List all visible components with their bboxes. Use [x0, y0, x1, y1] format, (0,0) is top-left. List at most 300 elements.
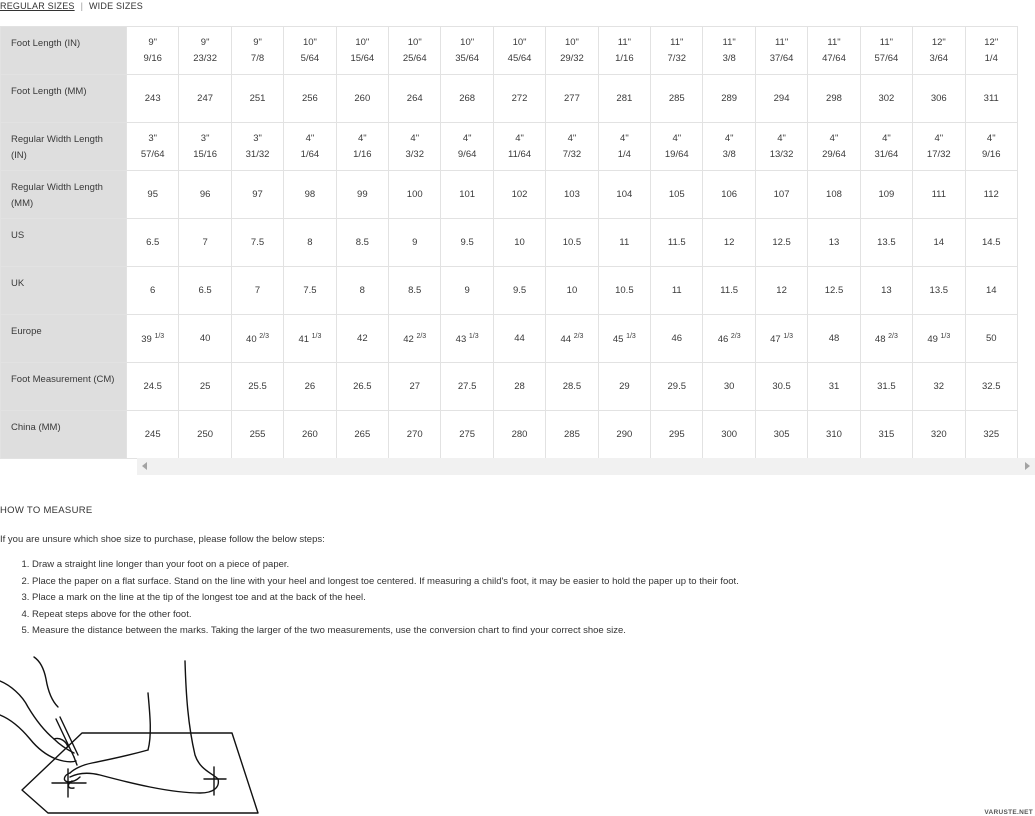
size-cell — [441, 315, 493, 363]
size-cell — [703, 75, 755, 123]
cell-value: 9" — [200, 36, 210, 48]
size-cell — [965, 267, 1018, 315]
size-cell — [965, 171, 1018, 219]
size-cell — [703, 315, 755, 363]
size-cell — [389, 315, 441, 363]
row-header — [1, 171, 127, 219]
size-cell — [179, 219, 231, 267]
cell-value: 247 — [197, 92, 214, 104]
size-cell — [389, 27, 441, 75]
cell-value: 28.5 — [562, 380, 582, 392]
size-cell — [598, 75, 650, 123]
size-cell — [127, 267, 179, 315]
cell-fraction: 11/64 — [508, 148, 532, 160]
cell-value: 8.5 — [408, 284, 422, 296]
cell-value: 44 — [560, 334, 572, 346]
size-cell — [913, 171, 965, 219]
cell-value: 272 — [511, 92, 528, 104]
row-header-label: China (MM) — [11, 422, 61, 433]
horizontal-scrollbar[interactable] — [137, 458, 1035, 475]
cell-value: 46 — [671, 332, 683, 344]
size-cell — [493, 267, 545, 315]
size-cell — [336, 123, 388, 171]
cell-value: 3" — [200, 132, 210, 144]
cell-value: 8 — [359, 284, 365, 296]
cell-value: 107 — [773, 188, 790, 200]
cell-fraction: 9/64 — [457, 148, 477, 160]
cell-value: 11.5 — [667, 236, 686, 248]
cell-fraction: 31/64 — [874, 148, 899, 160]
cell-value: 275 — [459, 428, 476, 440]
row-header-label: Foot Measurement (CM) — [11, 374, 115, 385]
cell-fraction: 3/64 — [929, 52, 949, 64]
size-cell — [598, 267, 650, 315]
size-cell — [965, 27, 1018, 75]
size-cell — [598, 171, 650, 219]
cell-fraction: 9/16 — [143, 52, 162, 64]
watermark-text: VARUSTE.NET — [984, 809, 1033, 816]
cell-value: 32 — [933, 380, 945, 392]
size-cell — [860, 123, 912, 171]
size-cell — [913, 27, 965, 75]
cell-value: 311 — [983, 92, 999, 104]
size-cell — [179, 171, 231, 219]
cell-value: 255 — [249, 428, 266, 440]
cell-fraction: 1/64 — [300, 148, 320, 160]
cell-value: 106 — [721, 188, 738, 200]
cell-value: 290 — [616, 428, 633, 440]
size-cell — [913, 267, 965, 315]
size-table-row — [1, 27, 1018, 75]
size-cell — [179, 123, 231, 171]
size-cell — [703, 267, 755, 315]
cell-fraction: 25/64 — [402, 52, 427, 64]
cell-fraction: 2/3 — [573, 332, 584, 340]
cell-value: 7 — [202, 236, 208, 248]
size-table-row — [1, 123, 1018, 171]
cell-value: 4" — [829, 132, 839, 144]
size-cell — [965, 75, 1018, 123]
cell-value: 315 — [878, 428, 895, 440]
cell-value: 41 — [298, 334, 310, 346]
row-header-label: UK — [11, 278, 25, 289]
size-table-row — [1, 315, 1018, 363]
cell-value: 285 — [564, 428, 580, 440]
cell-fraction: 7/32 — [562, 148, 582, 160]
cell-value: 44 — [514, 332, 525, 344]
cell-value: 26.5 — [353, 380, 372, 392]
row-header — [1, 219, 127, 267]
size-cell — [651, 27, 703, 75]
cell-value: 310 — [826, 428, 842, 440]
cell-value: 97 — [252, 188, 263, 200]
size-cell — [913, 123, 965, 171]
row-header-label: Foot Length (MM) — [11, 86, 87, 97]
scroll-right-arrow-icon[interactable] — [1025, 462, 1030, 470]
cell-fraction: 57/64 — [140, 148, 165, 160]
cell-value: 12" — [984, 36, 999, 48]
size-chart-table — [0, 26, 1018, 459]
cell-value: 305 — [773, 428, 790, 440]
cell-value: 112 — [983, 188, 999, 200]
size-cell — [441, 411, 493, 459]
size-cell — [808, 267, 860, 315]
cell-value: 277 — [564, 92, 580, 104]
size-cell — [284, 27, 336, 75]
size-cell — [231, 75, 283, 123]
size-cell — [860, 315, 912, 363]
size-cell — [598, 27, 650, 75]
size-cell — [860, 219, 912, 267]
cell-value: 108 — [826, 188, 842, 200]
cell-fraction: 17/32 — [926, 148, 951, 160]
cell-fraction: 45/64 — [507, 52, 532, 64]
size-cell — [913, 315, 965, 363]
size-cell — [336, 75, 388, 123]
cell-value: 39 — [141, 334, 152, 346]
cell-value: 4" — [986, 132, 996, 144]
cell-fraction: 3/8 — [722, 52, 736, 64]
cell-fraction: 1/4 — [984, 52, 998, 64]
cell-value: 7.5 — [303, 284, 317, 296]
cell-fraction: 2/3 — [259, 332, 269, 340]
cell-value: 13 — [828, 236, 840, 248]
cell-value: 24.5 — [143, 380, 162, 392]
size-cell — [546, 411, 598, 459]
cell-value: 251 — [249, 92, 266, 104]
size-cell — [965, 411, 1018, 459]
cell-value: 103 — [564, 188, 580, 200]
size-cell — [493, 363, 545, 411]
size-cell — [389, 75, 441, 123]
cell-value: 48 — [828, 332, 840, 344]
size-cell — [389, 219, 441, 267]
size-cell — [389, 411, 441, 459]
cell-fraction: 35/64 — [455, 52, 480, 64]
size-cell — [651, 171, 703, 219]
cell-value: 6.5 — [198, 284, 212, 296]
cell-value: 9" — [148, 36, 158, 48]
cell-fraction: 1/3 — [940, 332, 951, 340]
size-cell — [441, 219, 493, 267]
cell-value: 280 — [511, 428, 528, 440]
cell-fraction: 7/32 — [667, 52, 687, 64]
cell-value: 12.5 — [772, 236, 791, 248]
cell-value: 102 — [511, 188, 528, 200]
size-cell — [127, 123, 179, 171]
size-cell — [336, 363, 388, 411]
size-cell — [703, 123, 755, 171]
size-table-row — [1, 363, 1018, 411]
cell-value: 260 — [354, 92, 371, 104]
size-cell — [389, 363, 441, 411]
size-cell — [598, 123, 650, 171]
cell-value: 11" — [774, 36, 789, 48]
size-cell — [755, 171, 807, 219]
size-cell — [336, 411, 388, 459]
size-cell — [179, 411, 231, 459]
foot-measure-illustration-icon — [0, 655, 262, 816]
cell-value: 12.5 — [824, 284, 844, 296]
size-cell — [179, 27, 231, 75]
size-table-row — [1, 411, 1018, 459]
size-cell — [808, 363, 860, 411]
size-cell — [546, 75, 598, 123]
cell-value: 8 — [307, 236, 313, 248]
cell-value: 10 — [514, 236, 525, 248]
row-header-label: Europe — [11, 326, 42, 337]
cell-value: 8.5 — [355, 236, 369, 248]
tab-regular-sizes[interactable]: REGULAR SIZES — [0, 1, 75, 11]
size-table-row — [1, 267, 1018, 315]
cell-value: 104 — [616, 188, 633, 200]
size-cell — [651, 315, 703, 363]
cell-value: 10" — [512, 36, 527, 48]
size-cell — [808, 27, 860, 75]
size-cell — [284, 219, 336, 267]
size-cell — [231, 219, 283, 267]
size-cell — [546, 123, 598, 171]
size-cell — [651, 75, 703, 123]
cell-fraction: 29/32 — [560, 52, 584, 64]
size-cell — [755, 27, 807, 75]
cell-fraction: 1/3 — [154, 332, 165, 340]
cell-value: 9.5 — [512, 284, 527, 296]
cell-value: 6 — [150, 284, 156, 296]
size-cell — [965, 123, 1018, 171]
cell-value: 298 — [826, 92, 842, 104]
size-cell — [808, 123, 860, 171]
size-cell — [231, 411, 283, 459]
cell-value: 28 — [514, 380, 525, 392]
cell-value: 4" — [462, 132, 472, 144]
size-table-row — [1, 171, 1018, 219]
measure-steps-list — [0, 557, 739, 640]
cell-fraction: 5/64 — [300, 52, 320, 64]
cell-value: 256 — [301, 92, 318, 104]
size-cell — [965, 315, 1018, 363]
cell-value: 264 — [406, 92, 423, 104]
tab-wide-sizes[interactable]: WIDE SIZES — [88, 1, 143, 11]
size-tabs — [0, 0, 143, 12]
cell-value: 9.5 — [460, 236, 474, 248]
cell-value: 265 — [354, 428, 371, 440]
cell-fraction: 1/3 — [626, 332, 636, 340]
cell-value: 48 — [874, 334, 886, 346]
size-cell — [389, 267, 441, 315]
cell-fraction: 23/32 — [193, 52, 217, 64]
size-cell — [546, 171, 598, 219]
size-cell — [965, 219, 1018, 267]
row-header — [1, 315, 127, 363]
row-header-label: Foot Length (IN) — [11, 38, 81, 49]
cell-value: 98 — [304, 188, 316, 200]
size-cell — [284, 363, 336, 411]
size-cell — [913, 411, 965, 459]
cell-value: 11" — [879, 36, 893, 48]
size-cell — [913, 219, 965, 267]
cell-value: 9 — [464, 284, 470, 296]
cell-value: 4" — [567, 132, 577, 144]
cell-value: 100 — [406, 188, 423, 200]
cell-value: 10 — [566, 284, 578, 296]
cell-fraction: 37/64 — [769, 52, 794, 64]
size-cell — [965, 363, 1018, 411]
size-table-container[interactable] — [0, 26, 1035, 476]
measure-step: 5. Measure the distance between the marks. Taking the larger of the two measurements, use the conversion chart to find your correct shoe size. — [32, 623, 739, 640]
row-header — [1, 411, 127, 459]
cell-fraction: 57/64 — [874, 52, 899, 64]
size-cell — [336, 267, 388, 315]
size-cell — [651, 219, 703, 267]
size-cell — [808, 219, 860, 267]
cell-value: 11.5 — [720, 284, 739, 296]
size-cell — [651, 123, 703, 171]
row-header-label: US — [11, 230, 25, 241]
size-cell — [127, 411, 179, 459]
row-header — [1, 267, 127, 315]
size-cell — [284, 171, 336, 219]
size-cell — [441, 171, 493, 219]
size-cell — [231, 27, 283, 75]
cell-fraction: 15/64 — [350, 52, 375, 64]
size-cell — [860, 75, 912, 123]
size-cell — [284, 267, 336, 315]
size-cell — [336, 219, 388, 267]
cell-fraction: 2/3 — [416, 332, 427, 340]
size-cell — [493, 27, 545, 75]
cell-value: 99 — [357, 188, 368, 200]
scroll-left-arrow-icon[interactable] — [142, 462, 147, 470]
size-cell — [179, 315, 231, 363]
cell-value: 95 — [147, 188, 158, 200]
cell-value: 13.5 — [929, 284, 949, 296]
cell-value: 320 — [930, 428, 947, 440]
size-cell — [336, 315, 388, 363]
cell-fraction: 31/32 — [245, 148, 270, 160]
size-table-row — [1, 75, 1018, 123]
size-cell — [336, 171, 388, 219]
cell-value: 300 — [721, 428, 738, 440]
cell-value: 105 — [668, 188, 685, 200]
cell-value: 12 — [723, 236, 735, 248]
size-cell — [179, 267, 231, 315]
cell-value: 4" — [882, 132, 891, 144]
size-cell — [493, 315, 545, 363]
size-cell — [651, 267, 703, 315]
cell-fraction: 1/16 — [353, 148, 372, 160]
cell-value: 270 — [406, 428, 423, 440]
size-table-row — [1, 219, 1018, 267]
cell-value: 4" — [724, 132, 734, 144]
cell-value: 11 — [671, 284, 682, 296]
size-cell — [598, 315, 650, 363]
size-cell — [231, 363, 283, 411]
tab-separator: | — [80, 1, 83, 11]
size-cell — [179, 363, 231, 411]
size-cell — [546, 267, 598, 315]
cell-value: 27.5 — [457, 380, 477, 392]
size-cell — [598, 363, 650, 411]
size-cell — [703, 171, 755, 219]
cell-value: 11" — [670, 36, 684, 48]
cell-value: 302 — [878, 92, 895, 104]
cell-value: 6.5 — [146, 236, 160, 248]
cell-fraction: 1/4 — [617, 148, 631, 160]
cell-value: 7 — [254, 284, 261, 296]
cell-value: 14.5 — [982, 236, 1001, 248]
measure-step: 4. Repeat steps above for the other foot. — [32, 607, 739, 624]
cell-value: 10" — [564, 36, 579, 48]
cell-value: 32.5 — [982, 380, 1001, 392]
how-to-measure-heading: HOW TO MEASURE — [0, 505, 93, 516]
size-cell — [284, 315, 336, 363]
cell-value: 4" — [410, 132, 420, 144]
size-cell — [651, 411, 703, 459]
size-cell — [860, 363, 912, 411]
cell-value: 29.5 — [667, 380, 687, 392]
cell-value: 9 — [412, 236, 418, 248]
measure-step: 3. Place a mark on the line at the tip of the longest toe and at the back of the heel. — [32, 590, 739, 607]
cell-value: 306 — [930, 92, 947, 104]
cell-value: 40 — [246, 334, 257, 346]
cell-value: 30.5 — [772, 380, 791, 392]
cell-value: 47 — [770, 334, 781, 346]
cell-fraction: 13/32 — [769, 148, 794, 160]
cell-value: 101 — [459, 188, 476, 200]
cell-value: 25.5 — [248, 380, 267, 392]
cell-value: 42 — [403, 334, 414, 346]
cell-fraction: 29/64 — [822, 148, 846, 160]
size-cell — [703, 411, 755, 459]
cell-value: 281 — [616, 92, 633, 104]
cell-value: 31.5 — [877, 380, 896, 392]
cell-value: 285 — [668, 92, 685, 104]
cell-value: 42 — [357, 332, 368, 344]
cell-value: 4" — [620, 132, 629, 144]
size-cell — [284, 75, 336, 123]
size-cell — [913, 363, 965, 411]
cell-value: 14 — [985, 284, 997, 296]
size-cell — [755, 315, 807, 363]
cell-value: 11" — [827, 36, 841, 48]
measure-step: 1. Draw a straight line longer than your foot on a piece of paper. — [32, 557, 739, 574]
cell-fraction: 1/16 — [615, 52, 634, 64]
size-cell — [860, 411, 912, 459]
size-cell — [127, 27, 179, 75]
cell-value: 10" — [407, 36, 422, 48]
cell-value: 13.5 — [877, 236, 896, 248]
size-cell — [860, 267, 912, 315]
size-cell — [598, 219, 650, 267]
size-cell — [493, 75, 545, 123]
size-cell — [336, 27, 388, 75]
size-cell — [493, 123, 545, 171]
cell-fraction: 47/64 — [822, 52, 846, 64]
cell-value: 4" — [358, 132, 367, 144]
size-cell — [703, 27, 755, 75]
row-header — [1, 123, 127, 171]
cell-fraction: 2/3 — [888, 332, 898, 340]
size-cell — [860, 27, 912, 75]
size-cell — [127, 75, 179, 123]
cell-fraction: 1/3 — [311, 332, 322, 340]
size-cell — [127, 363, 179, 411]
cell-fraction: 9/16 — [982, 148, 1001, 160]
cell-value: 4" — [305, 132, 315, 144]
cell-fraction: 19/64 — [664, 148, 689, 160]
size-cell — [284, 123, 336, 171]
